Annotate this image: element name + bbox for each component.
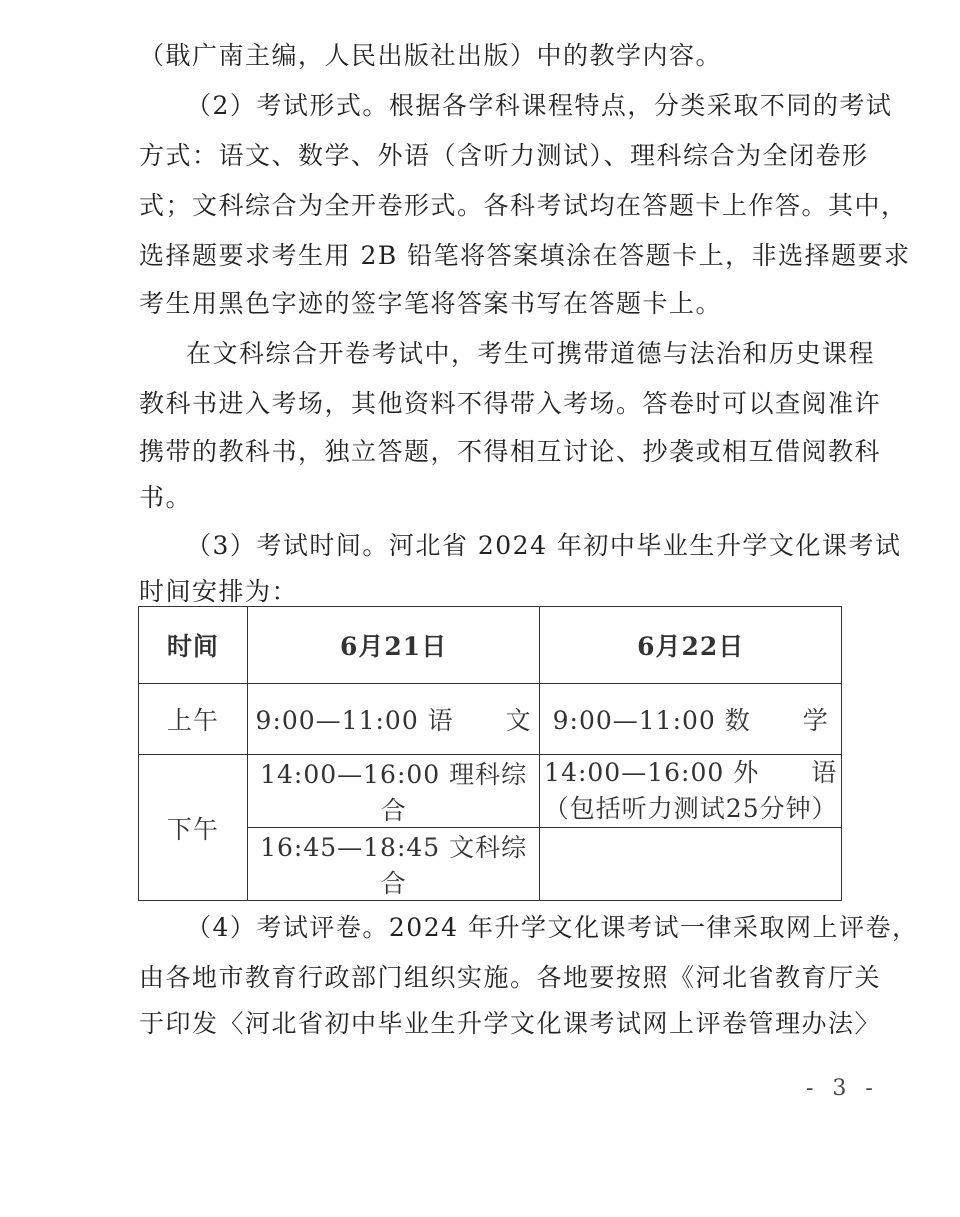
page-number: - 3 - [806,1076,879,1101]
afternoon-day2-first-cell [540,755,842,828]
afternoon-day1-first-cell: 14:00—16:00 理科综合 [247,755,540,828]
text-line: 教科书进入考场，其他资料不得带入考场。答卷时可以查阅准许 [139,389,882,418]
text-line: 于印发〈河北省初中毕业生升学文化课考试网上评卷管理办法〉 [139,1009,882,1038]
text-line: 选择题要求考生用 2B 铅笔将答案填涂在答题卡上，非选择题要求 [139,241,911,270]
text-line: 式；文科综合为全开卷形式。各科考试均在答题卡上作答。其中， [139,191,908,220]
cell-line: （包括听力测试25分钟） [543,794,838,823]
text-line: 携带的教科书，独立答题，不得相互讨论、抄袭或相互借阅教科 [139,437,882,466]
header-time: 时间 [139,607,248,684]
text-line: 时间安排为： [139,577,299,606]
exam-schedule-table [138,606,842,901]
text-line: （3）考试时间。河北省 2024 年初中毕业生升学文化课考试 [186,531,902,560]
table-header-row [139,607,842,684]
text-line: 方式：语文、数学、外语（含听力测试）、理科综合为全闭卷形 [139,141,869,170]
text-line: 书。 [139,483,193,512]
header-day2: 6月22日 [540,607,842,684]
text-line: （戢广南主编，人民出版社出版）中的教学内容。 [139,41,723,70]
afternoon-day2-second-cell [540,828,842,901]
period-morning: 上午 [139,684,248,755]
table-row [139,755,842,828]
table-row [139,684,842,755]
text-line: 考生用黑色字迹的签字笔将答案书写在答题卡上。 [139,289,723,318]
text-line: （4）考试评卷。2024 年升学文化课考试一律采取网上评卷， [186,913,919,942]
text-line: （2）考试形式。根据各学科课程特点，分类采取不同的考试 [186,91,893,120]
period-afternoon: 下午 [139,755,248,901]
afternoon-day1-second-cell: 16:45—18:45 文科综合 [247,828,540,901]
morning-day1-cell: 9:00—11:00 语 文 [247,684,540,755]
text-line: 由各地市教育行政部门组织实施。各地要按照《河北省教育厅关 [139,963,882,992]
text-line: 在文科综合开卷考试中，考生可携带道德与法治和历史课程 [186,339,876,368]
header-day1: 6月21日 [247,607,540,684]
cell-line: 14:00—16:00 外 语 [544,758,838,787]
morning-day2-cell: 9:00—11:00 数 学 [540,684,842,755]
